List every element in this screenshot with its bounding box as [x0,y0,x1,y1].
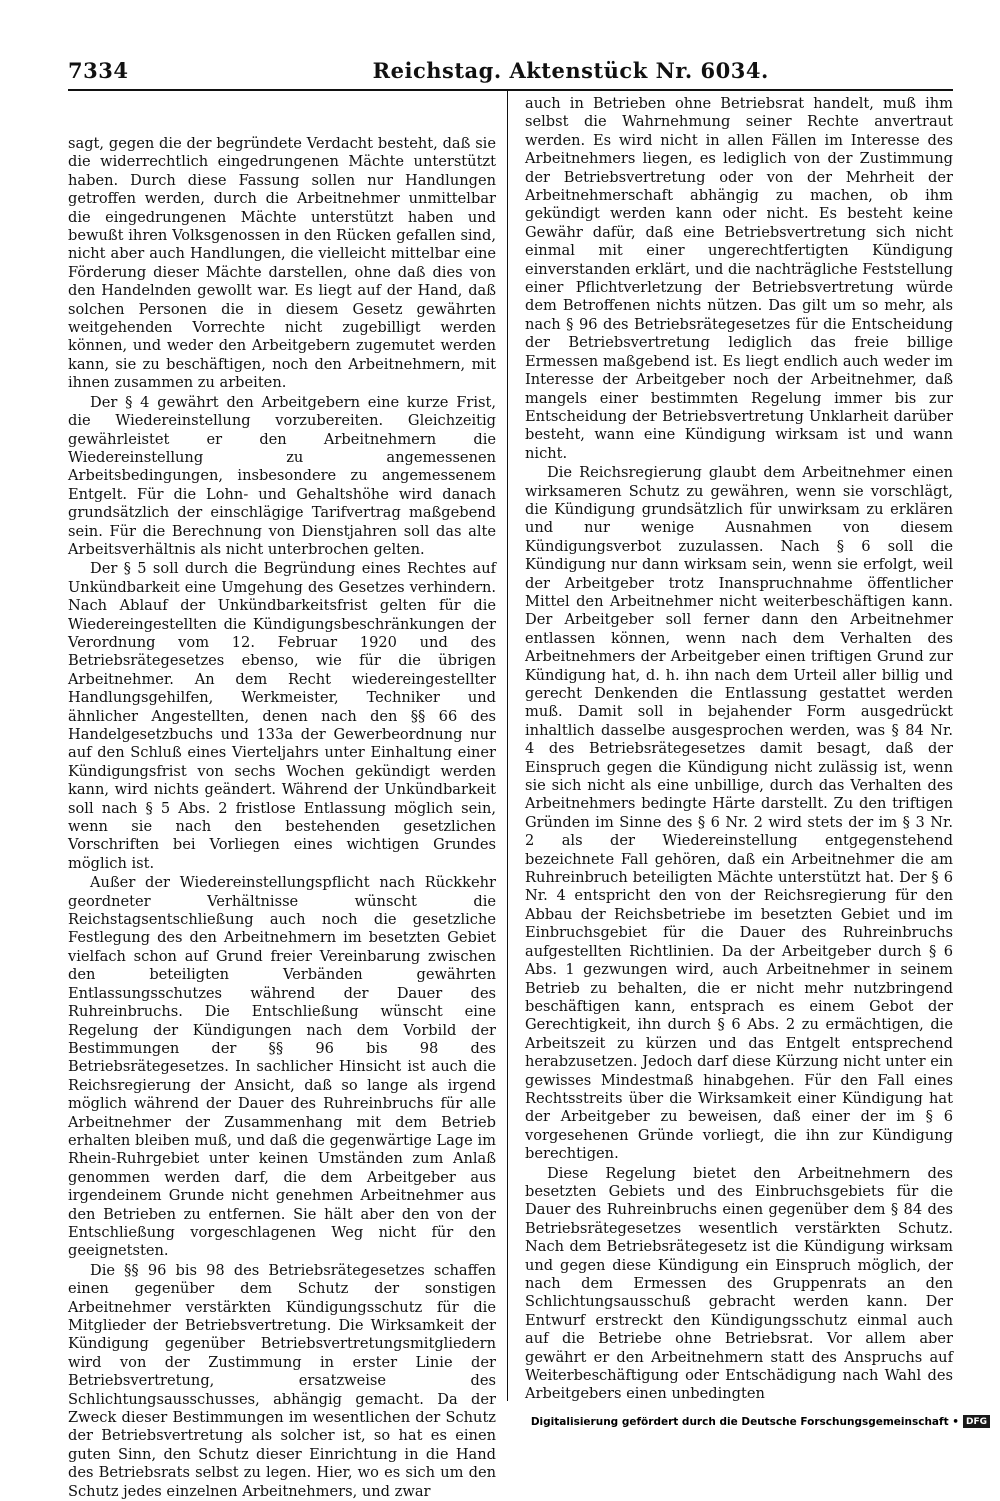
right-column [525,91,953,1501]
document-page [68,58,953,1501]
digitization-credit [531,1415,990,1428]
paragraph: auch in Betrieben ohne Betriebsrat handelt, muß ihm selbst die Wahrnehmung seiner Rechte anvertraut werden. Es wird nicht in allen Fällen im Interesse des Arbeitnehmers liegen, es lediglich von der Zustimmung der Betriebsvertretung oder von der Mehrheit der Arbeitnehmerschaft abhängig zu machen, ob ihm gekündigt werden kann oder nicht. Es besteht keine Gewähr dafür, daß eine Betriebsvertretung sich nicht einmal mit einer ungerechtfertigten Kündigung einverstanden erklärt, und die nachträgliche Feststellung einer Pflichtverletzung der Betriebsvertretung würde dem Betroffenen nichts nützen. Das gilt um so mehr, als nach § 96 des Betriebsrätegesetzes für die Entscheidung der Betriebsvertretung lediglich das freie billige Ermessen maßgebend ist. Es liegt endlich auch weder im Interesse der Arbeitgeber noch der Arbeitnehmer, daß mangels einer bestimmten Regelung immer bis zur Entscheidung der Betriebsvertretung Unklarheit darüber besteht, wann eine Kündigung wirksam ist und wann nicht. [525,95,953,462]
credit-text: Digitalisierung gefördert durch die Deutsche Forschungsgemeinschaft • [530,1415,959,1428]
paragraph: Außer der Wiedereinstellungspflicht nach Rückkehr geordneter Verhältnisse wünscht die Reichstagsentschließung auch noch die gesetzliche Festlegung des den Arbeitnehmern im besetzten Gebiet vielfach schon auf Grund freier Vereinbarung zwischen den beteiligten Verbänden gewährten Entlassungsschutzes während der Dauer des Ruhreinbruchs. Die Entschließung wünscht eine Regelung der Kündigungen nach dem Vorbild der Bestimmungen der §§ 96 bis 98 des Betriebsrätegesetzes. In sachlicher Hinsicht ist auch die Reichsregierung der Ansicht, daß so lange als irgend möglich während der Dauer des Ruhreinbruchs für alle Arbeitnehmer der Zusammenhang mit dem Betrieb erhalten bleiben muß, und daß die gegenwärtige Lage im Rhein-Ruhrgebiet unter keinen Umständen zum Anlaß genommen werden darf, die dem Arbeitgeber aus irgendeinem Grunde nicht genehmen Arbeitnehmer aus den Betrieben zu entfernen. Sie hält aber den von der Entschließung vorgeschlagenen Weg nicht für den geeignetsten. [68,874,496,1260]
paragraph: Diese Regelung bietet den Arbeitnehmern des besetzten Gebiets und des Einbruchsgebiets für die Dauer des Ruhreinbruchs einen gegenüber dem § 84 des Betriebsrätegesetzes wesentlich verstärkten Schutz. Nach dem Betriebsrätegesetz ist die Kündigung wirksam und gegen diese Kündigung ein Einspruch möglich, der nach dem Ermessen des Gruppenrats an den Schlichtungsausschuß gebracht werden kann. Der Entwurf erstreckt den Kündigungsschutz einmal auch auf die Betriebe ohne Betriebsrat. Vor allem aber gewährt er den Arbeitnehmern statt des Anspruchs auf Weiterbeschäftigung oder Entschädigung nach Wahl des Arbeitgebers einen unbedingten [525,1164,953,1403]
paragraph: sagt, gegen die der begründete Verdacht besteht, daß sie die widerrechtlich eingedrungenen Mächte unterstützt haben. Durch diese Fassung sollen nur Handlungen getroffen werden, durch die Arbeitnehmer unmittelbar die eingedrungenen Mächte unterstützt haben und bewußt ihren Volksgenossen in den Rücken gefallen sind, nicht aber auch Handlungen, die vielleicht mittelbar eine Förderung dieser Mächte darstellen, ohne daß dies von den Handelnden gewollt war. Es liegt auf der Hand, daß solchen Personen die in diesem Gesetz gewährten weitgehenden Vorrechte nicht zugebilligt werden können, und weder den Arbeitgebern zugemutet werden kann, sie zu beschäftigen, noch den Arbeitnehmern, mit ihnen zusammen zu arbeiten. [68,135,496,392]
paragraph: Die Reichsregierung glaubt dem Arbeitnehmer einen wirksameren Schutz zu gewähren, wenn sie vorschlägt, die Kündigung grundsätzlich für unwirksam zu erklären und nur wenige Ausnahmen von diesem Kündigungsverbot zuzulassen. Nach § 6 soll die Kündigung nur dann wirksam sein, wenn sie erfolgt, weil der Arbeitgeber trotz Inanspruchnahme öffentlicher Mittel den Arbeitnehmer nicht weiterbeschäftigen kann. Der Arbeitgeber soll ferner dann den Arbeitnehmer entlassen können, wenn nach dem Verhalten des Arbeitnehmers der Arbeitgeber einen triftigen Grund zur Kündigung hat, d. h. ihn nach dem Urteil aller billig und gerecht Denkenden die Entlassung gestattet werden muß. Damit soll in bejahender Form ausgedrückt inhaltlich dasselbe ausgesprochen werden, was § 84 Nr. 4 des Betriebsrätegesetzes damit besagt, daß der Einspruch gegen die Kündigung nicht zulässig ist, wenn sie sich nicht als eine unbillige, durch das Verhalten des Arbeitnehmers bedingte Härte darstellt. Zu den triftigen Gründen im Sinne des § 6 Nr. 2 wird stets der im § 3 Nr. 2 als der Wiedereinstellung entgegenstehend bezeichnete Fall gehören, daß ein Arbeitnehmer die am Ruhreinbruch beteiligten Mächte unterstützt hat. Der § 6 Nr. 4 entspricht den von der Reichsregierung für den Abbau der Reichsbetriebe im besetzten Gebiet und im Einbruchsgebiet für die Dauer des Ruhreinbruchs aufgestellten Richtlinien. Da der Arbeitgeber durch § 6 Abs. 1 gezwungen wird, auch Arbeitnehmer in seinem Betrieb zu behalten, die er nicht mehr nutzbringend beschäftigen kann, entsprach es einem Gebot der Gerechtigkeit, ihn durch § 6 Abs. 2 zu ermächtigen, die Arbeitszeit zu kürzen und das Entgelt entsprechend herabzusetzen. Jedoch darf diese Kürzung nicht unter ein gewisses Mindestmaß hinabgehen. Für den Fall eines Rechtsstreits über die Wirksamkeit einer Kündigung hat der Arbeitgeber zu beweisen, daß einer der im § 6 vorgesehenen Gründe vorliegt, die ihn zur Kündigung berechtigen. [525,464,953,1163]
paragraph: Die §§ 96 bis 98 des Betriebsrätegesetzes schaffen einen gegenüber dem Schutz der sonstigen Arbeitnehmer verstärkten Kündigungsschutz für die Mitglieder der Betriebsvertretung. Die Wirksamkeit der Kündigung gegenüber Betriebsvertretungsmitgliedern wird von der Zustimmung in erster Linie der Betriebsvertretung, ersatzweise des Schlichtungsausschusses, abhängig gemacht. Da der Zweck dieser Bestimmungen im wesentlichen der Schutz der Betriebsvertretung als solcher ist, so hat es einen guten Sinn, den Schutz dieser Einrichtung in die Hand des Betriebsrats selbst zu legen. Hier, wo es sich um den Schutz jedes einzelnen Arbeitnehmers, und zwar [68,1261,496,1500]
page-title: Reichstag. Aktenstück Nr. 6034. [372,58,769,83]
column-divider [507,91,508,1401]
paragraph: Der § 5 soll durch die Begründung eines Rechtes auf Unkündbarkeit eine Umgehung des Gesetzes verhindern. Nach Ablauf der Unkündbarkeitsfrist gelten für die Wiedereingestellten die Kündigungsbeschränkungen der Verordnung vom 12. Februar 1920 und des Betriebsrätegesetzes ebenso, wie für die übrigen Arbeitnehmer. An dem Recht wiedereingestellter Handlungsgehilfen, Werkmeister, Techniker und ähnlicher Angestellten, denen nach den §§ 66 des Handelgesetzbuchs und 133a der Gewerbeordnung nur auf den Schluß eines Vierteljahrs unter Einhaltung einer Kündigungsfrist von sechs Wochen gekündigt werden kann, wird nichts geändert. Während der Unkündbarkeit soll nach § 5 Abs. 2 fristlose Entlassung möglich sein, wenn sie nach den bestehenden gesetzlichen Vorschriften bei Vorliegen eines wichtigen Grundes möglich ist. [68,560,496,872]
dfg-logo-icon: DFG [963,1415,990,1428]
left-column [68,91,496,1501]
text-columns [68,91,953,1501]
page-number: 7334 [68,58,129,83]
paragraph: Der § 4 gewährt den Arbeitgebern eine kurze Frist, die Wiedereinstellung vorzubereiten. Gleichzeitig gewährleistet er den Arbeitnehmern die Wiedereinstellung zu angemessenen Arbeitsbedingungen, insbesondere zu angemessenem Entgelt. Für die Lohn- und Gehaltshöhe wird danach grundsätzlich der einschlägige Tarifvertrag maßgebend sein. Für die Berechnung von Dienstjahren soll das alte Arbeitsverhältnis als nicht unterbrochen gelten. [68,393,496,558]
page-header [68,58,953,89]
